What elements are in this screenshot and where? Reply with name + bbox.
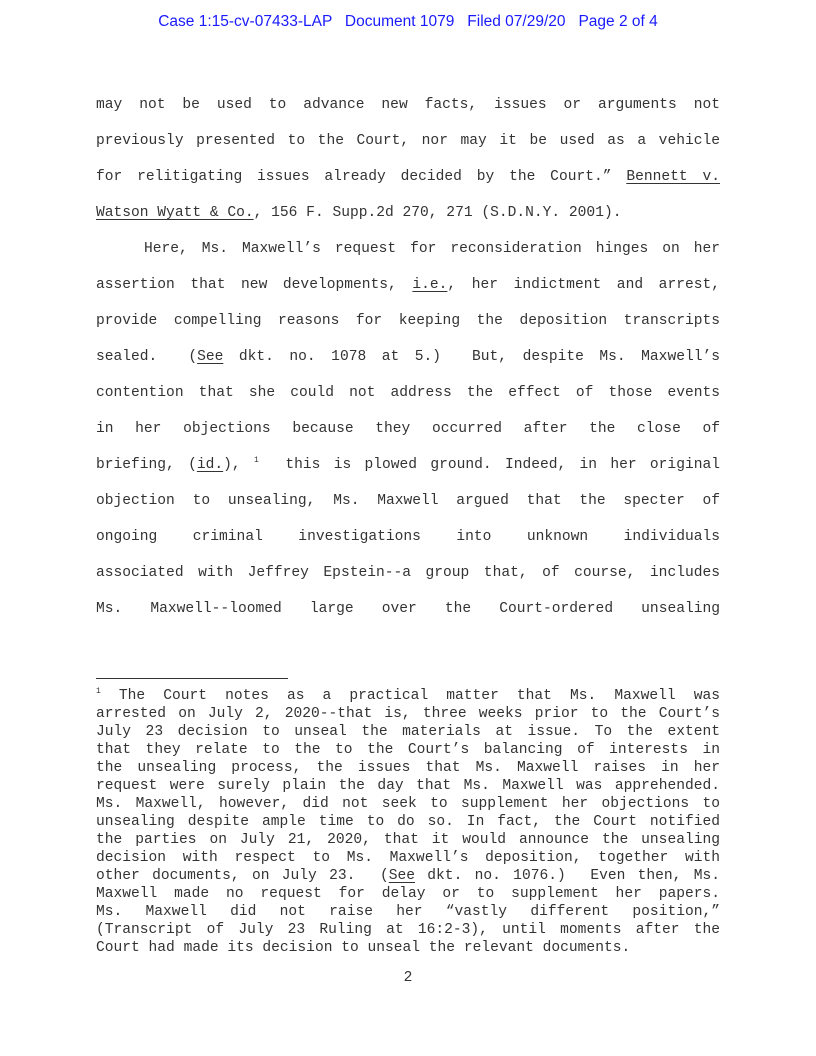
footnote-line: the unsealing process, the issues that Ms. Maxwell raises in her	[96, 760, 720, 776]
footnote-line	[96, 687, 720, 705]
filed-date: Filed 07/29/20	[467, 13, 566, 30]
signal-see: See	[197, 349, 224, 365]
text-span: , her indictment and arrest,	[447, 277, 720, 293]
text-span: dkt. no. 1078 at 5.) But, despite Ms. Maxwell’s	[223, 349, 720, 365]
footnote-line: request were surely plain the day that Ms. Maxwell was apprehended.	[96, 778, 720, 794]
document-number: Document 1079	[344, 13, 455, 30]
case-citation: Watson Wyatt & Co.	[96, 205, 254, 221]
ecf-header	[0, 13, 816, 31]
text-span: other documents, on July 23. (	[96, 868, 389, 884]
footnote-line: the parties on July 21, 2020, that it would announce the unsealing	[96, 832, 720, 848]
page-number: 2	[403, 970, 413, 986]
text-span: , 156 F. Supp.2d 270, 271 (S.D.N.Y. 2001).	[253, 205, 622, 221]
footnote-line: Ms. Maxwell, however, did not seek to supplement her objections to	[96, 796, 720, 812]
footnote-line	[96, 867, 720, 885]
footnote-reference[interactable]: 1	[253, 456, 259, 465]
body-line: associated with Jeffrey Epstein--a group that, of course, includes	[96, 565, 720, 581]
body-line	[96, 203, 720, 223]
page-indicator: Page 2 of 4	[578, 13, 658, 30]
footnote-line: July 23 decision to unseal the materials at issue. To the extent	[96, 724, 720, 740]
body-line	[96, 455, 720, 475]
text-span: assertion that new developments,	[96, 277, 413, 293]
case-number: Case 1:15-cv-07433-LAP	[158, 13, 332, 30]
footnote-line: that they relate to the to the Court’s balancing of interests in	[96, 742, 720, 758]
body-line: may not be used to advance new facts, issues or arguments not	[96, 97, 720, 113]
footnote-line: Court had made its decision to unseal the relevant documents.	[96, 940, 631, 956]
footnote-line: decision with respect to Ms. Maxwell’s deposition, together with	[96, 850, 720, 866]
footnote-marker: 1	[96, 687, 101, 696]
body-line	[96, 167, 720, 187]
footnote-line: Maxwell made no request for delay or to supplement her papers.	[96, 886, 720, 902]
signal-see: See	[388, 868, 415, 884]
body-line	[96, 275, 720, 295]
text-span: this is plowed ground. Indeed, in her original	[258, 457, 720, 473]
body-line: ongoing criminal investigations into unknown individuals	[96, 529, 720, 545]
text-span: The Court notes as a practical matter that Ms. Maxwell was	[100, 688, 720, 704]
body-line: previously presented to the Court, nor may it be used as a vehicle	[96, 133, 720, 149]
body-line: provide compelling reasons for keeping the deposition transcripts	[96, 313, 720, 329]
signal-id: id.	[196, 457, 224, 473]
text-span: briefing, (	[96, 457, 197, 473]
footnote-line: Ms. Maxwell did not raise her “vastly different position,”	[96, 904, 720, 920]
signal-ie: i.e.	[412, 277, 448, 293]
footnote-line: (Transcript of July 23 Ruling at 16:2-3), until moments after the	[96, 922, 720, 938]
text-span: for relitigating issues already decided by the Court.”	[96, 169, 627, 185]
footnote-line: arrested on July 2, 2020--that is, three weeks prior to the Court’s	[96, 706, 720, 722]
body-line: contention that she could not address the effect of those events	[96, 385, 720, 401]
body-line: Ms. Maxwell--loomed large over the Court-ordered unsealing	[96, 601, 720, 617]
body-line: in her objections because they occurred after the close of	[96, 421, 720, 437]
body-line: Here, Ms. Maxwell’s request for reconsideration hinges on her	[144, 241, 720, 257]
body-line: objection to unsealing, Ms. Maxwell argued that the specter of	[96, 493, 720, 509]
text-span: ),	[223, 457, 254, 473]
text-span: dkt. no. 1076.) Even then, Ms.	[415, 868, 720, 884]
case-citation: Bennett v.	[626, 169, 720, 185]
body-line	[96, 347, 720, 367]
footnote-separator	[96, 678, 288, 679]
text-span: sealed. (	[96, 349, 198, 365]
footnote-line: unsealing despite ample time to do so. In fact, the Court notified	[96, 814, 720, 830]
